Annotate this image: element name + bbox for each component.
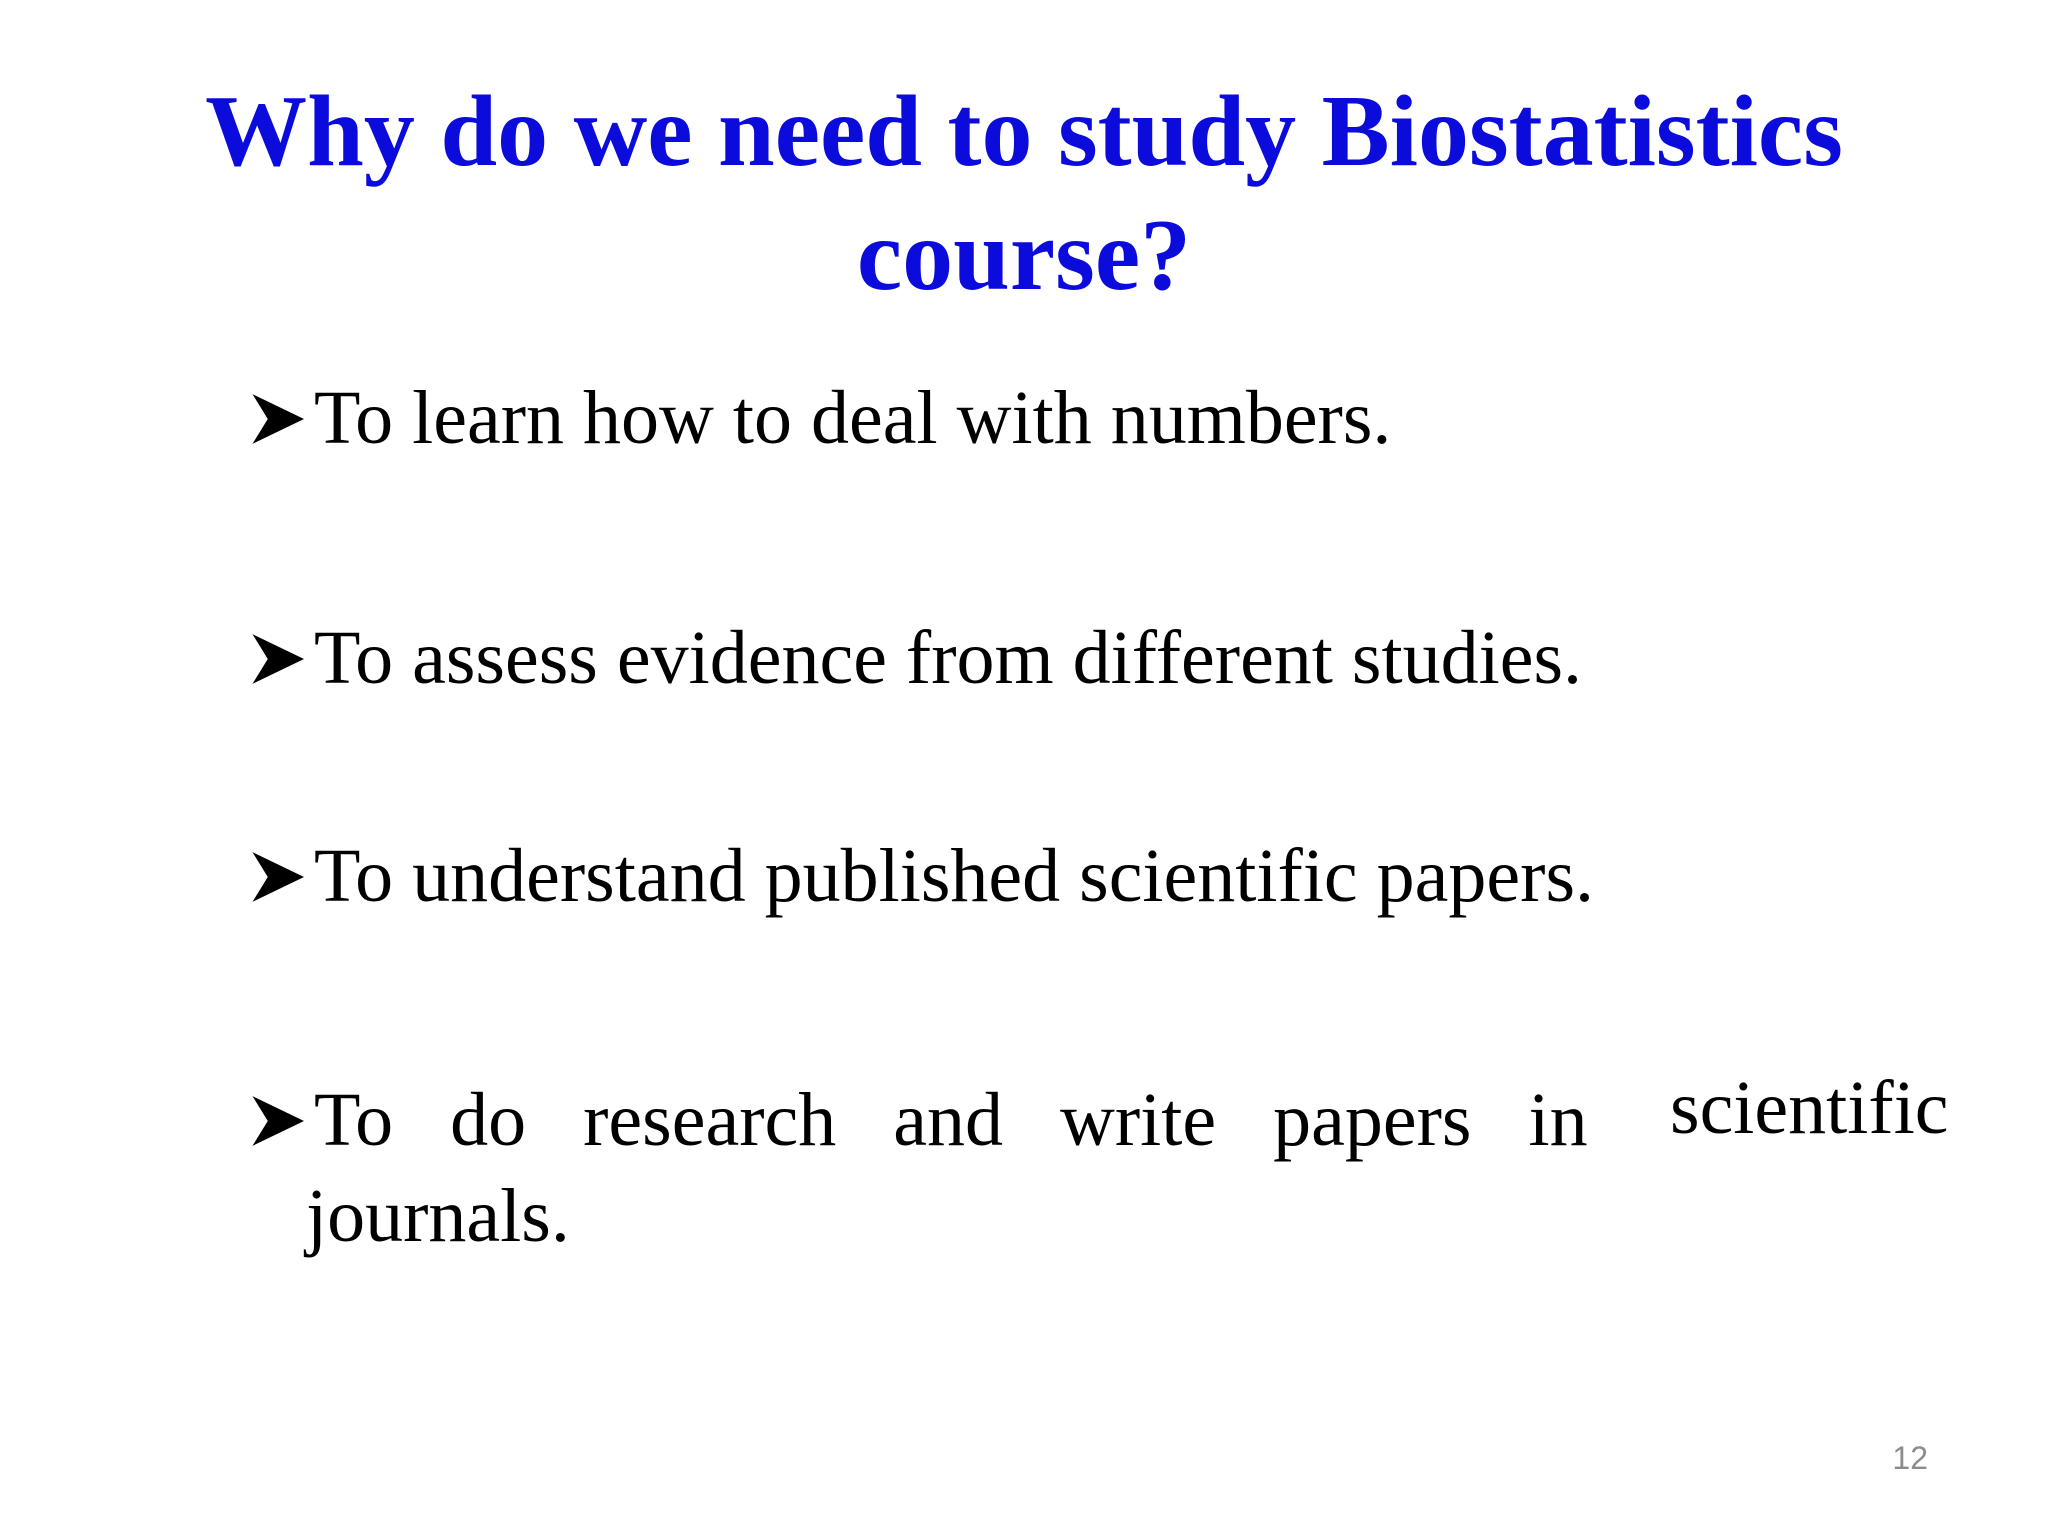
overlay-word: scientific	[1670, 1066, 1949, 1150]
bullet-item	[246, 828, 1594, 924]
slide-title	[0, 70, 2048, 318]
bullet-text: To assess evidence from different studies.	[314, 616, 1583, 700]
arrow-bullet-icon	[246, 389, 308, 449]
bullet-continuation: journals.	[306, 1174, 570, 1258]
title-line-1: Why do we need to study Biostatistics	[205, 75, 1843, 188]
title-line-2: course?	[856, 199, 1192, 312]
bullet-item	[246, 610, 1582, 706]
bullet-item	[246, 370, 1391, 466]
bullet-text: To understand published scientific papers.	[314, 834, 1595, 918]
page-number: 12	[1892, 1440, 1928, 1476]
arrow-bullet-icon	[246, 629, 308, 689]
arrow-bullet-icon	[246, 1091, 308, 1151]
arrow-bullet-icon	[246, 847, 308, 907]
bullet-text: To learn how to deal with numbers.	[314, 376, 1392, 460]
bullet-text: To do research and write papers in	[314, 1078, 1588, 1162]
bullet-item	[246, 1072, 1588, 1258]
